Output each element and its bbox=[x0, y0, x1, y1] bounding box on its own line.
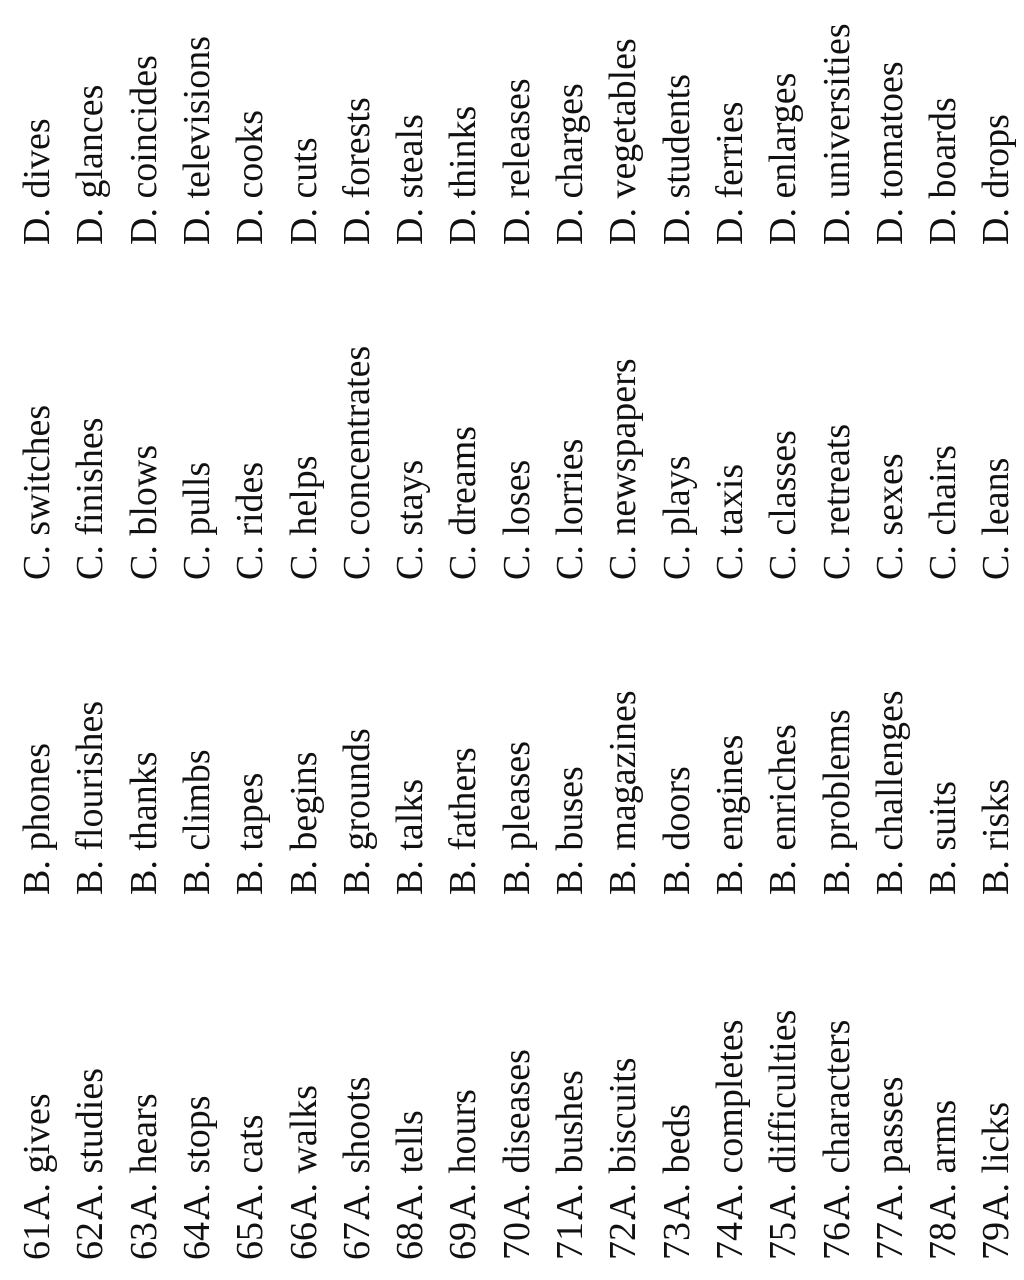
option-c: C. helps bbox=[282, 455, 325, 580]
option-b: B. grounds bbox=[335, 728, 378, 895]
option-a: A. cats bbox=[229, 1114, 272, 1220]
option-d: D. drops bbox=[975, 114, 1018, 245]
option-c: C. chairs bbox=[922, 444, 965, 580]
option-c: C. loses bbox=[495, 459, 538, 580]
option-a: A. arms bbox=[922, 1099, 965, 1220]
option-d: D. vegetables bbox=[602, 38, 645, 245]
option-d: D. students bbox=[655, 74, 698, 245]
option-a: A. licks bbox=[975, 1101, 1018, 1220]
question-number: 70. bbox=[495, 1212, 538, 1260]
option-b: B. problems bbox=[815, 709, 858, 895]
option-c: C. sexes bbox=[868, 453, 911, 580]
question-number: 66. bbox=[282, 1212, 325, 1260]
question-number: 67. bbox=[335, 1212, 378, 1260]
option-d: D. glances bbox=[69, 84, 112, 245]
option-b: B. doors bbox=[655, 766, 698, 895]
option-a: A. beds bbox=[655, 1103, 698, 1220]
option-b: B. flourishes bbox=[69, 700, 112, 895]
option-c: C. rides bbox=[229, 461, 272, 580]
option-a: A. shoots bbox=[335, 1076, 378, 1220]
option-d: D. thinks bbox=[442, 105, 485, 245]
question-number: 78. bbox=[922, 1212, 965, 1260]
option-c: C. taxis bbox=[708, 463, 751, 580]
option-a: A. diseases bbox=[495, 1049, 538, 1220]
option-b: B. begins bbox=[282, 751, 325, 895]
option-d: D. ferries bbox=[708, 101, 751, 245]
option-b: B. magazines bbox=[602, 690, 645, 895]
option-a: A. bushes bbox=[549, 1070, 591, 1220]
option-a: A. walks bbox=[282, 1084, 325, 1220]
option-d: D. coincides bbox=[122, 55, 165, 245]
option-a: A. hours bbox=[442, 1089, 485, 1220]
question-number: 69. bbox=[442, 1212, 485, 1260]
option-b: B. climbs bbox=[175, 749, 218, 895]
option-b: B. thanks bbox=[122, 751, 165, 895]
option-b: B. pleases bbox=[495, 740, 538, 895]
question-number: 77. bbox=[868, 1212, 911, 1260]
option-b: B. challenges bbox=[868, 690, 911, 895]
option-c: C. leans bbox=[975, 457, 1018, 580]
question-number: 76. bbox=[815, 1212, 858, 1260]
option-c: C. dreams bbox=[442, 425, 485, 580]
option-c: C. pulls bbox=[175, 461, 218, 580]
option-d: D. enlarges bbox=[762, 72, 805, 245]
option-c: C. concentrates bbox=[335, 345, 378, 580]
option-b: B. enriches bbox=[762, 724, 805, 895]
option-a: A. difficulties bbox=[762, 1009, 805, 1220]
option-c: C. newspapers bbox=[602, 358, 645, 580]
option-c: C. lorries bbox=[549, 438, 591, 580]
option-c: C. finishes bbox=[69, 417, 112, 580]
option-b: B. talks bbox=[389, 778, 432, 895]
option-b: B. risks bbox=[975, 778, 1018, 895]
option-a: A. completes bbox=[708, 1019, 751, 1220]
option-a: A. gives bbox=[16, 1093, 58, 1220]
question-number: 72. bbox=[602, 1212, 645, 1260]
question-number: 73. bbox=[655, 1212, 698, 1260]
option-d: D. steals bbox=[389, 114, 432, 245]
option-d: D. charges bbox=[549, 83, 591, 245]
option-d: D. cooks bbox=[229, 109, 272, 245]
option-a: A. hears bbox=[122, 1093, 165, 1220]
option-d: D. forests bbox=[335, 97, 378, 245]
option-c: C. stays bbox=[389, 459, 432, 580]
question-number: 79. bbox=[975, 1212, 1018, 1260]
option-c: C. classes bbox=[762, 430, 805, 580]
option-b: B. tapes bbox=[229, 772, 272, 895]
option-d: D. releases bbox=[495, 78, 538, 245]
option-d: D. tomatoes bbox=[868, 61, 911, 245]
option-a: A. tells bbox=[389, 1110, 432, 1220]
option-b: B. fathers bbox=[442, 747, 485, 895]
option-b: B. buses bbox=[549, 766, 591, 895]
question-number: 68. bbox=[389, 1212, 432, 1260]
option-a: A. passes bbox=[868, 1076, 911, 1220]
question-number: 64. bbox=[175, 1212, 218, 1260]
question-number: 65. bbox=[229, 1212, 272, 1260]
option-d: D. dives bbox=[16, 118, 58, 245]
option-a: A. characters bbox=[815, 1019, 858, 1220]
question-number: 62. bbox=[69, 1212, 112, 1260]
option-b: B. engines bbox=[708, 734, 751, 895]
option-d: D. boards bbox=[922, 97, 965, 245]
question-number: 75. bbox=[762, 1212, 805, 1260]
option-b: B. suits bbox=[922, 780, 965, 895]
option-d: D. cuts bbox=[282, 137, 325, 245]
option-c: C. blows bbox=[122, 444, 165, 580]
option-a: A. stops bbox=[175, 1095, 218, 1220]
question-number: 74. bbox=[708, 1212, 751, 1260]
option-c: C. plays bbox=[655, 455, 698, 580]
question-number: 61. bbox=[16, 1212, 58, 1260]
option-c: C. retreats bbox=[815, 423, 858, 580]
option-a: A. studies bbox=[69, 1068, 112, 1220]
question-number: 63. bbox=[122, 1212, 165, 1260]
option-b: B. phones bbox=[16, 743, 58, 895]
question-number: 71. bbox=[549, 1212, 591, 1260]
option-a: A. biscuits bbox=[602, 1057, 645, 1220]
option-d: D. televisions bbox=[175, 36, 218, 245]
option-d: D. universities bbox=[815, 23, 858, 245]
option-c: C. switches bbox=[16, 404, 58, 580]
